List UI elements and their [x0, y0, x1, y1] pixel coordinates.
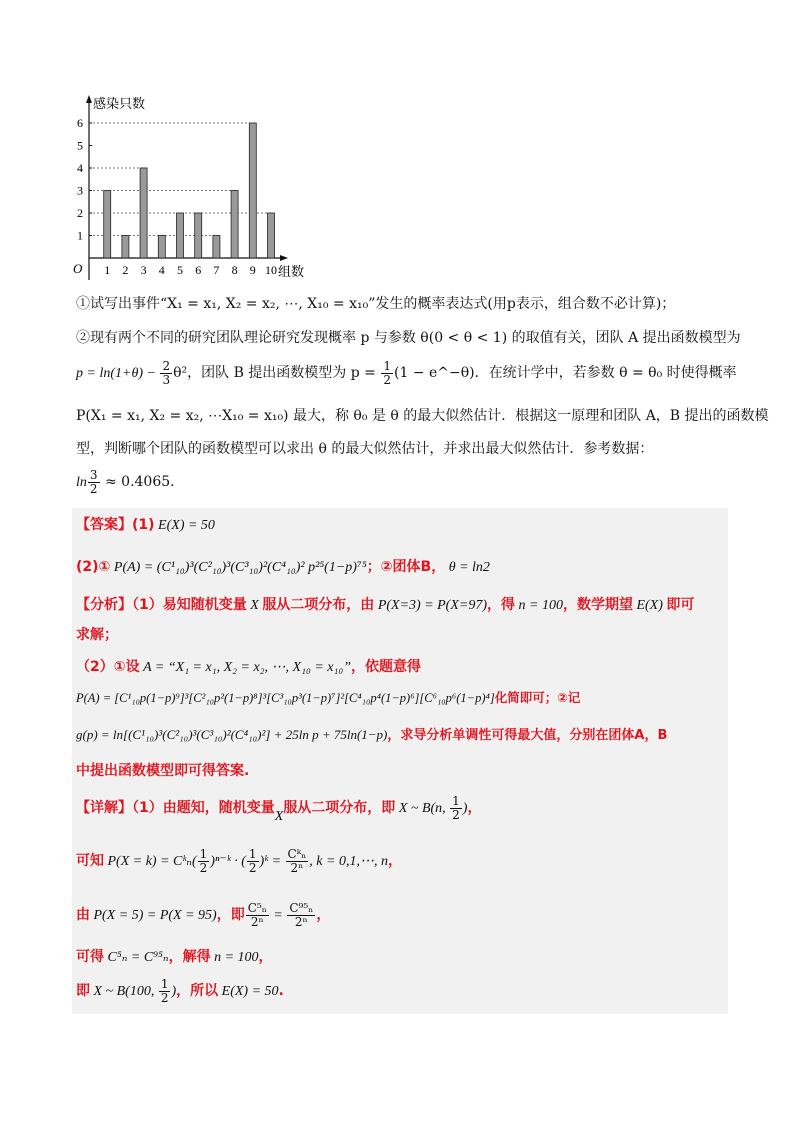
question-1: ①试写出事件“X₁ = x₁, X₂ = x₂, ⋯, X₁₀ = x₁₀”发生的概率表达式(用p表示，组合数不必计算)； — [76, 296, 676, 312]
origin-label: O — [73, 261, 83, 276]
infection-bar-chart — [60, 92, 320, 282]
x-tick-3: 3 — [140, 263, 147, 277]
team-b-text: θ²，团队 B 提出函数模型为 p = — [173, 365, 381, 381]
bar-2 — [122, 236, 129, 259]
analysis-line-6: 中提出函数模型即可得答案. — [76, 763, 250, 779]
question-2-line-3: P(X₁ = x₁, X₂ = x₂, ⋯X₁₀ = x₁₀) 最大，称 θ₀ 是 θ 的最大似然估计．根据这一原理和团队 A，B 提出的函数模 — [76, 408, 769, 424]
x-tick-4: 4 — [158, 263, 165, 277]
x-tick-8: 8 — [231, 263, 238, 277]
x-tick-2: 2 — [122, 263, 129, 277]
answer-line-2: (2)① P(A) = (C¹₁₀)³(C²₁₀)³(C³₁₀)²(C⁴₁₀)² p²⁵(1−p)⁷⁵；②团体B， θ = ln2 — [76, 559, 490, 575]
detail-line-4: 可得 C⁵ₙ = C⁹⁵ₙ，解得 n = 100， — [76, 949, 273, 965]
bar-9 — [249, 123, 256, 258]
x-tick-6: 6 — [195, 263, 202, 277]
detail-line-1: 【详解】（1）由题知，随机变量X服从二项分布，即 X ~ B(n, $\frac{1}{2}$ )， — [76, 793, 482, 824]
fraction-half: $\frac{1}{2}$ — [383, 358, 391, 387]
bar-10 — [268, 213, 275, 258]
x-tick-5: 5 — [177, 263, 183, 277]
analysis-line-1: 【分析】（1）易知随机变量 X 服从二项分布，由 P(X=3) = P(X=97)，得 n = 100，数学期望 E(X) 即可 — [76, 597, 695, 613]
y-tick-5: 5 — [77, 138, 83, 153]
reference-data: ln $\frac{3}{2}$ ≈ 0.4065． — [76, 467, 185, 496]
bar-4 — [158, 236, 165, 259]
bar-6 — [195, 213, 202, 258]
analysis-line-5: g(p) = ln[(C¹₁₀)³(C²₁₀)³(C³₁₀)²(C⁴₁₀)²] + 25ln p + 75ln(1−p)，求导分析单调性可得最大值，分别在团体A，B — [76, 727, 668, 743]
detail-line-3: 由 P(X = 5) = P(X = 95)，即 $\frac{\text{C⁵ₙ}}{\text{2ⁿ}}$ = $\frac{\text{C⁹⁵ₙ}}{\text{2ⁿ}}$ ， — [76, 900, 331, 929]
x-tick-labels — [104, 263, 277, 277]
formula-team-a: p = ln(1+θ) − — [76, 366, 160, 381]
y-axis-label: 感染只数 — [93, 97, 146, 112]
answer-block — [72, 508, 728, 1014]
bar-3 — [140, 168, 147, 258]
question-2-line-4: 型，判断哪个团队的函数模型可以求出 θ 的最大似然估计，并求出最大似然估计．参考数据： — [76, 441, 654, 457]
bar-7 — [213, 236, 220, 259]
team-b-formula-tail: (1 − e^−θ)．在统计学中，若参数 θ = θ₀ 时使得概率 — [394, 365, 737, 381]
fraction-three-halves: $\frac{3}{2}$ — [89, 467, 98, 496]
y-tick-6: 6 — [77, 116, 83, 130]
x-tick-9: 9 — [249, 263, 256, 277]
x-axis-arrow — [280, 255, 288, 261]
question-2-line-1: ②现有两个不同的研究团队理论研究发现概率 p 与参数 θ(0 < θ < 1) 的取值有关，团队 A 提出函数模型为 — [76, 330, 741, 346]
answer-line-1: 【答案】(1) E(X) = 50 — [76, 517, 215, 533]
x-tick-10: 10 — [265, 263, 277, 277]
y-axis-arrow — [86, 95, 92, 103]
y-tick-1: 1 — [77, 228, 83, 243]
y-tick-3: 3 — [77, 183, 83, 198]
detail-line-5: 即 X ~ B(100, $\frac{1}{2}$ )，所以 E(X) = 50. — [76, 976, 284, 1005]
y-tick-2: 2 — [77, 206, 83, 220]
question-2-line-2 — [76, 358, 737, 388]
y-tick-4: 4 — [77, 161, 83, 175]
bar-8 — [231, 191, 238, 259]
analysis-line-2: 求解； — [76, 627, 118, 643]
x-tick-7: 7 — [213, 263, 220, 277]
x-axis-label: 组数 — [278, 265, 305, 280]
x-tick-1: 1 — [104, 263, 111, 277]
y-tick-labels — [77, 116, 92, 243]
fraction-two-thirds: $\frac{2}{3}$ — [162, 358, 171, 387]
bar-1 — [104, 191, 111, 259]
bar-5 — [177, 213, 184, 258]
analysis-line-3: （2）①设 A = “X₁ = x₁, X₂ = x₂, ⋯, X₁₀ = x₁₀”，依题意得 — [76, 659, 422, 675]
detail-line-2: 可知 P(X = k) = Cᵏₙ( $\frac{1}{2}$ )ⁿ⁻ᵏ · ( $\frac{1}{2}$ )ᵏ = $\frac{\text{Cᵏₙ}}{\text{2ⁿ}}$ , k = 0,1,⋯, n， — [76, 846, 402, 875]
analysis-line-4: P(A) = [C¹₁₀p(1−p)⁹]³[C²₁₀p²(1−p)⁸]³[C³₁₀p³(1−p)⁷]²[C⁴₁₀p⁴(1−p)⁶][C⁶₁₀p⁶(1−p)⁴]化简即可；②记 — [76, 690, 581, 705]
